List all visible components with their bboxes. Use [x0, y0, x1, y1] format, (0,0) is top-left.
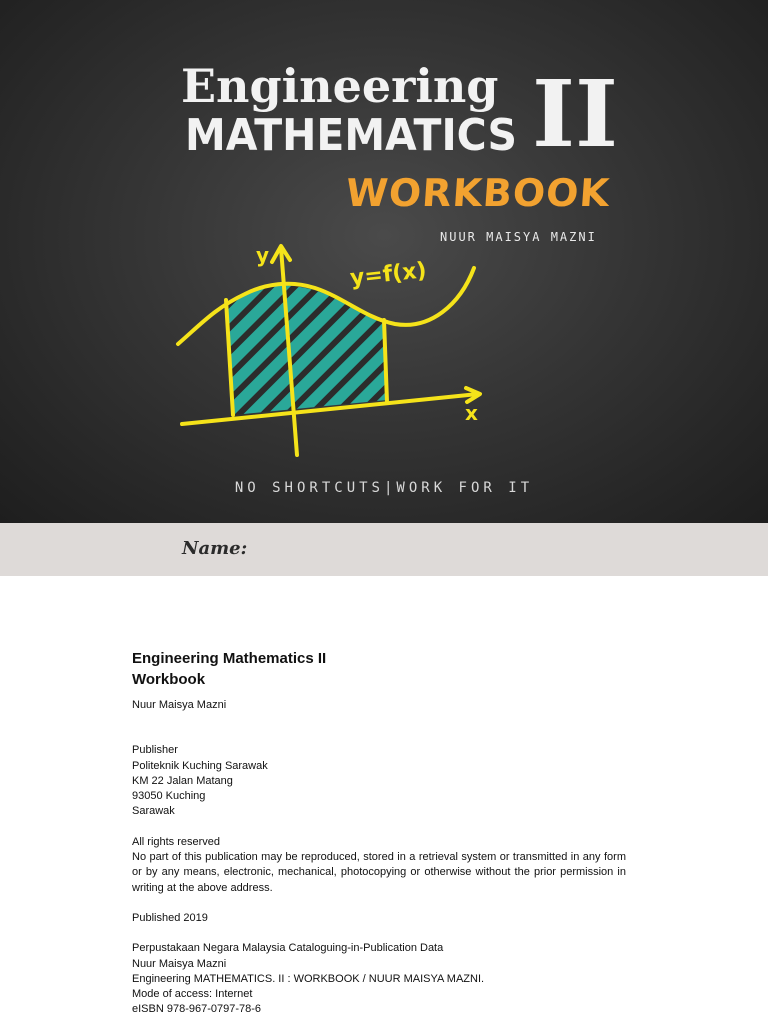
cip-line: Perpustakaan Negara Malaysia Cataloguing-in-Publication Data [132, 942, 444, 955]
cip-line: Nuur Maisya Mazni [132, 957, 227, 970]
cover-tagline: NO SHORTCUTS|WORK FOR IT [234, 480, 534, 496]
cover-author: NUUR MAISYA MAZNI [440, 230, 597, 244]
copyright-page [132, 648, 626, 1018]
cip-line: Mode of access: Internet [132, 988, 253, 1001]
cover-title-engineering: Engineering [181, 59, 499, 113]
curve-label: y=f(x) [348, 258, 428, 292]
publisher-heading: Publisher [132, 744, 178, 757]
publisher-line: 93050 Kuching [132, 790, 206, 803]
shaded-area [226, 285, 387, 415]
rights-text: No part of this publication may be reproduced, stored in a retrieval system or transmitted in any form or by any means, electronic, mechanical, photocopying or otherwise without the prior permission in writing at the above address. [132, 851, 626, 894]
cover-subtitle-workbook: WORKBOOK [344, 171, 612, 215]
rights-heading: All rights reserved [132, 835, 221, 848]
publisher-line: KM 22 Jalan Matang [132, 774, 233, 787]
cover-title-numeral: II [532, 60, 619, 168]
publisher-line: Politeknik Kuching Sarawak [132, 759, 268, 772]
author-name: Nuur Maisya Mazni [132, 699, 227, 711]
y-axis-label: y [256, 243, 270, 267]
name-field-label: Name: [182, 538, 248, 559]
name-field-strip [0, 523, 768, 576]
book-title-line1: Engineering Mathematics II [132, 650, 327, 667]
publisher-line: Sarawak [132, 805, 175, 818]
x-axis-label: x [465, 401, 478, 425]
cover-title-mathematics: MATHEMATICS [185, 110, 517, 161]
isbn-line: eISBN 978-967-0797-78-6 [132, 1003, 262, 1016]
published-year: Published 2019 [132, 911, 208, 924]
cip-line: Engineering MATHEMATICS. II : WORKBOOK / NUUR MAISYA MAZNI. [132, 972, 485, 985]
book-title-line2: Workbook [132, 671, 206, 688]
